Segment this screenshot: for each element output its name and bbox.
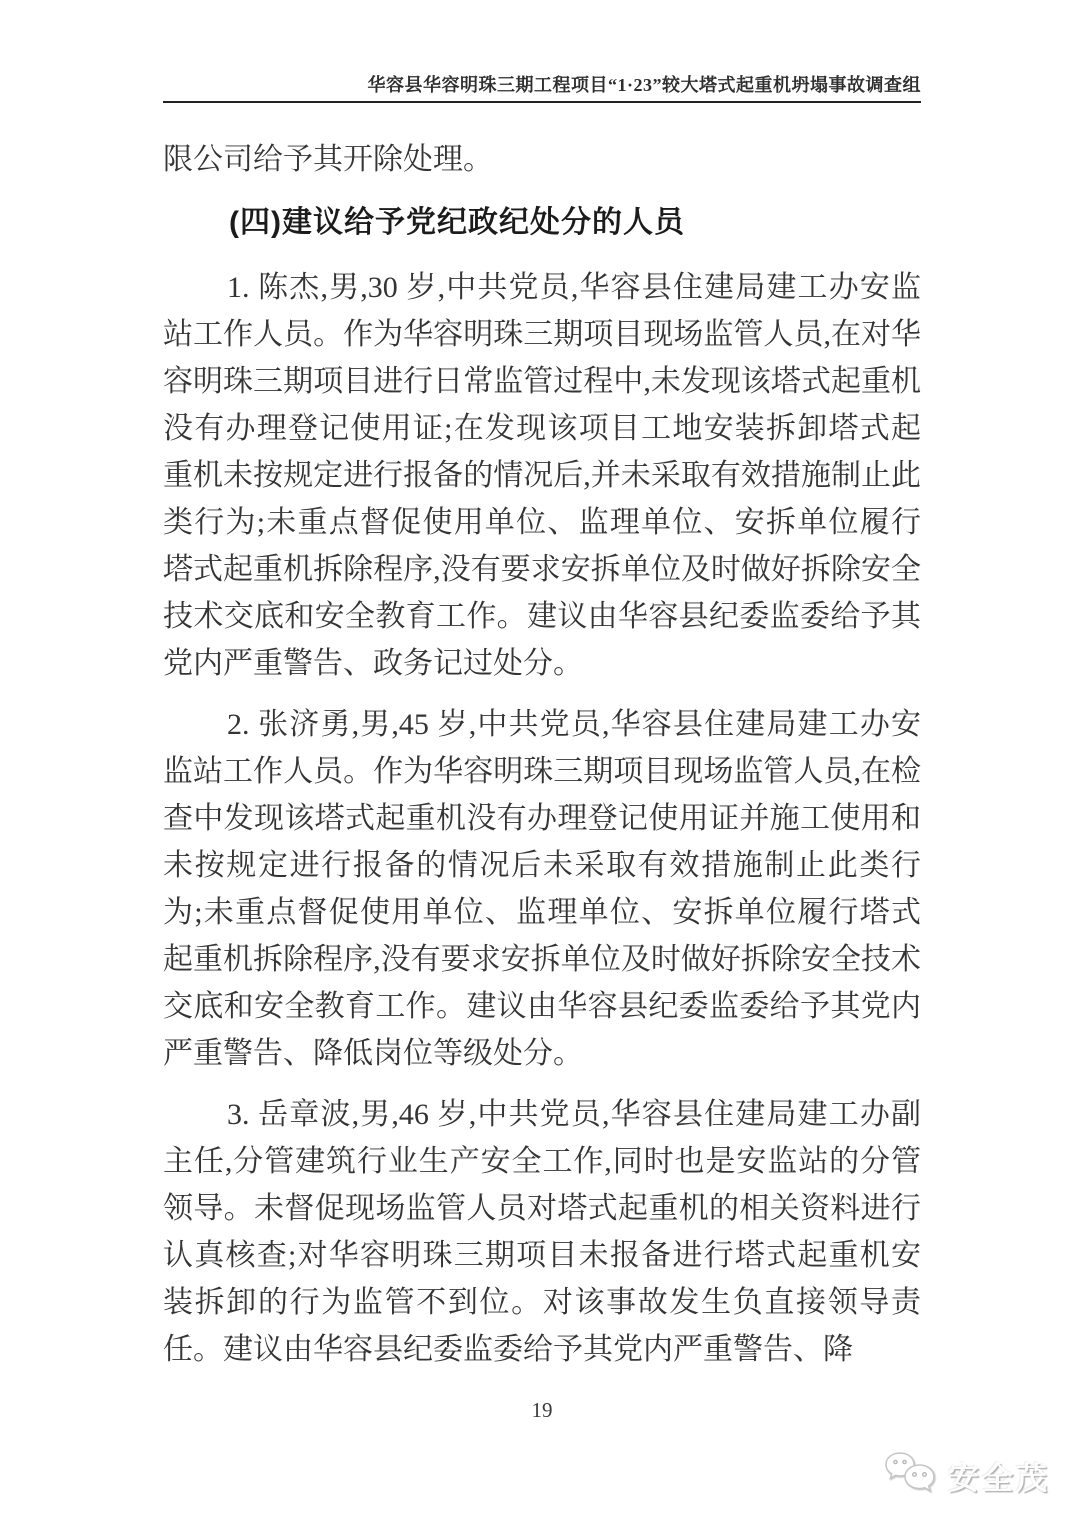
watermark-logo xyxy=(883,1449,1050,1502)
wechat-bubbles-icon xyxy=(883,1449,939,1502)
paragraph-person-3: 3. 岳章波,男,46 岁,中共党员,华容县住建局建工办副主任,分管建筑行业生产安全工作,同时也是安监站的分管领导。未督促现场监管人员对塔式起重机的相关资料进行认真核查;对华容明珠三期项目未报备进行塔式起重机安装拆卸的行为监管不到位。对该事故发生负直接领导责任。建议由华容县纪委监委给予其党内严重警告、降 xyxy=(163,1098,921,1366)
running-header-title: 华容县华容明珠三期工程项目“1·23”较大塔式起重机坍塌事故调查组 xyxy=(367,75,921,95)
paragraph-continuation: 限公司给予其开除处理。 xyxy=(163,143,493,176)
document-body xyxy=(163,136,921,1373)
section-heading: (四)建议给予党纪政纪处分的人员 xyxy=(229,206,685,239)
paragraph-person-2: 2. 张济勇,男,45 岁,中共党员,华容县住建局建工办安监站工作人员。作为华容明珠三期项目现场监管人员,在检查中发现该塔式起重机没有办理登记使用证并施工使用和未按规定进行报备的情况后未采取有效措施制止此类行为;未重点督促使用单位、监理单位、安拆单位履行塔式起重机拆除程序,没有要求安拆单位及时做好拆除安全技术交底和安全教育工作。建议由华容县纪委监委给予其党内严重警告、降低岗位等级处分。 xyxy=(163,708,921,1070)
header-rule xyxy=(163,101,921,103)
page-number: 19 xyxy=(531,1398,553,1422)
page-header xyxy=(163,0,921,103)
paragraph-person-1: 1. 陈杰,男,30 岁,中共党员,华容县住建局建工办安监站工作人员。作为华容明珠三期项目现场监管人员,在对华容明珠三期项目进行日常监管过程中,未发现该塔式起重机没有办理登记使用证;在发现该项目工地安装拆卸塔式起重机未按规定进行报备的情况后,并未采取有效措施制止此类行为;未重点督促使用单位、监理单位、安拆单位履行塔式起重机拆除程序,没有要求安拆单位及时做好拆除安全技术交底和安全教育工作。建议由华容县纪委监委给予其党内严重警告、政务记过处分。 xyxy=(163,271,921,680)
watermark-label: 安全茂 xyxy=(948,1461,1050,1496)
